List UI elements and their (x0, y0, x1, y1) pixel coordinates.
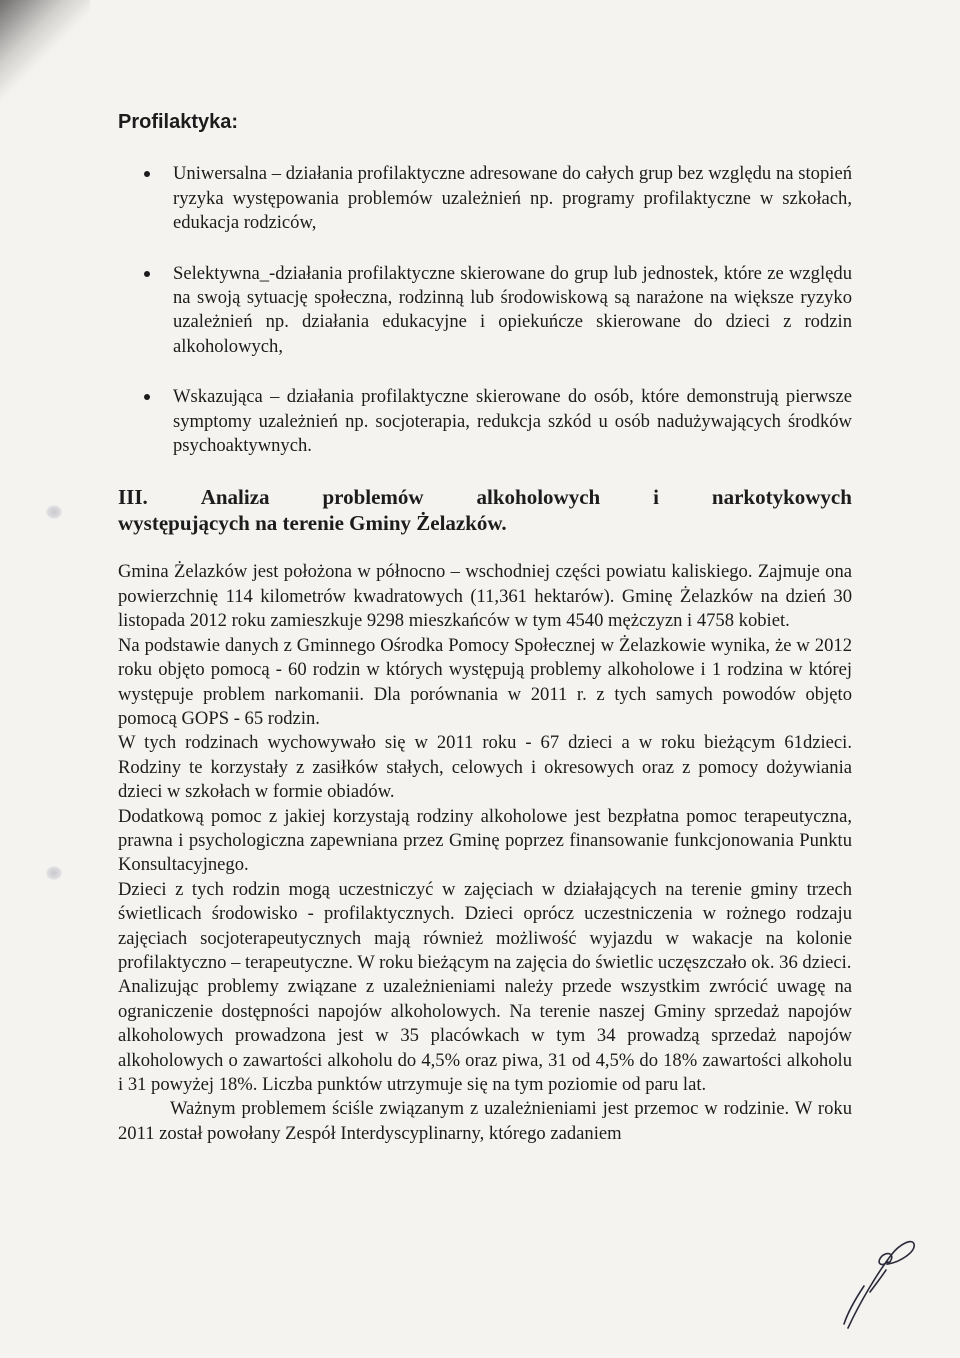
bullet-text: Wskazująca – działania profilaktyczne skierowane do osób, które demonstrują pierwsze symptomy uzależnień np. socjoterapia, redukcja szkód u osób nadużywających środków psychoaktywnych. (173, 386, 852, 457)
bullet-text: Selektywna_-działania profilaktyczne skierowane do grup lub jednostek, które ze względu na swoją sytuację społeczna, rodzinną lub środowiskową są narażone na większe ryzyko uzależnień np. działania edukacyjne i opiekuńcze skierowane do dzieci z rodzin alkoholowych, (173, 262, 852, 357)
section-title-word: narkotykowych (711, 485, 852, 510)
list-item (118, 162, 852, 235)
bullet-text: Uniwersalna – działania profilaktyczne adresowane do całych grup bez względu na stopień ryzyka występowania problemów uzależnień np. programy profilaktyczne w szkołach, edukacja rodziców, (173, 163, 852, 234)
document-body (118, 110, 852, 1146)
paragraph: W tych rodzinach wychowywało się w 2011 roku - 67 dzieci a w roku bieżącym 61dzieci. Rodziny te korzystały z zasiłków stałych, celowych i okresowych oraz z pomocy dożywiania dzieci w szkołach w formie obiadów. (118, 732, 852, 803)
punch-hole-top (46, 505, 62, 519)
heading-profilaktyka: Profilaktyka: (118, 111, 239, 133)
paragraph: Ważnym problemem ściśle związanym z uzależnieniami jest przemoc w rodzinie. W roku 2011 został powołany Zespół Interdyscyplinarny, którego zadaniem (118, 1098, 852, 1144)
paragraph: Na podstawie danych z Gminnego Ośrodka Pomocy Społecznej w Żelazkowie wynika, że w 2012 roku objęto pomocą - 60 rodzin w których występują problemy alkoholowe i 1 rodzina w której występuje problem narkomanii. Dla porównania w 2011 r. z tych samych powodów objęto pomocą GOPS - 65 rodzin. (118, 634, 852, 729)
handwritten-signature (830, 1232, 920, 1332)
list-item (118, 385, 852, 458)
bullet-icon (144, 271, 150, 277)
section-title-word: Analiza (200, 485, 270, 510)
list-item (118, 262, 852, 360)
section-title (118, 484, 852, 536)
section-title-word: i (653, 485, 659, 510)
bullet-icon (144, 171, 150, 177)
section-title-word: problemów (322, 485, 424, 510)
paragraph: Gmina Żelazków jest położona w północno – wschodniej części powiatu kaliskiego. Zajmuje ona powierzchnię 114 kilometrów kwadratowych (11,361 hektarów). Gminę Żelazków na dzień 30 listopada 2012 roku zamieszkuje 9298 mieszkańców w tym 4540 mężczyzn i 4758 kobiet. (118, 561, 852, 632)
paragraph: Dzieci z tych rodzin mogą uczestniczyć w zajęciach w działających na terenie gminy trzech świetlicach środowisko - profilaktycznych. Dzieci oprócz uczestniczenia w rożnego rodzaju zajęciach socjoterapeutycznych mają również możliwość wyjazdu w wakacje na kolonie profilaktyczno – terapeutyczne. W roku bieżącym na zajęcia do świetlic uczęszczało ok. 36 dzieci. (118, 878, 852, 973)
section-title-word: alkoholowych (476, 485, 601, 510)
punch-hole-bottom (46, 866, 62, 880)
section-number: III. (118, 485, 148, 510)
bullet-icon (144, 394, 150, 400)
section-title-line-1 (118, 484, 852, 510)
scan-corner-shadow (0, 0, 90, 140)
section-title-line-2: występujących na terenie Gminy Żelazków. (118, 511, 507, 536)
paragraph: Dodatkową pomoc z jakiej korzystają rodziny alkoholowe jest bezpłatna pomoc terapeutyczna, prawna i psychologiczna zapewniana przez Gminę poprzez finansowanie funkcjonowania Punktu Konsultacyjnego. (118, 805, 852, 876)
paragraph: Analizując problemy związane z uzależnieniami należy przede wszystkim zwrócić uwagę na ograniczenie dostępności napojów alkoholowych. Na terenie naszej Gminy sprzedaż napojów alkoholowych prowadzona jest w 35 placówkach w tym 34 prowadzą sprzedaż napojów alkoholowych o zawartości alkoholu do 4,5% oraz piwa, 31 od 4,5% do 18% zawartości alkoholu i 31 powyżej 18%. Liczba punktów utrzymuje się na tym poziomie od paru lat. (118, 976, 852, 1095)
bullet-list (118, 162, 852, 458)
